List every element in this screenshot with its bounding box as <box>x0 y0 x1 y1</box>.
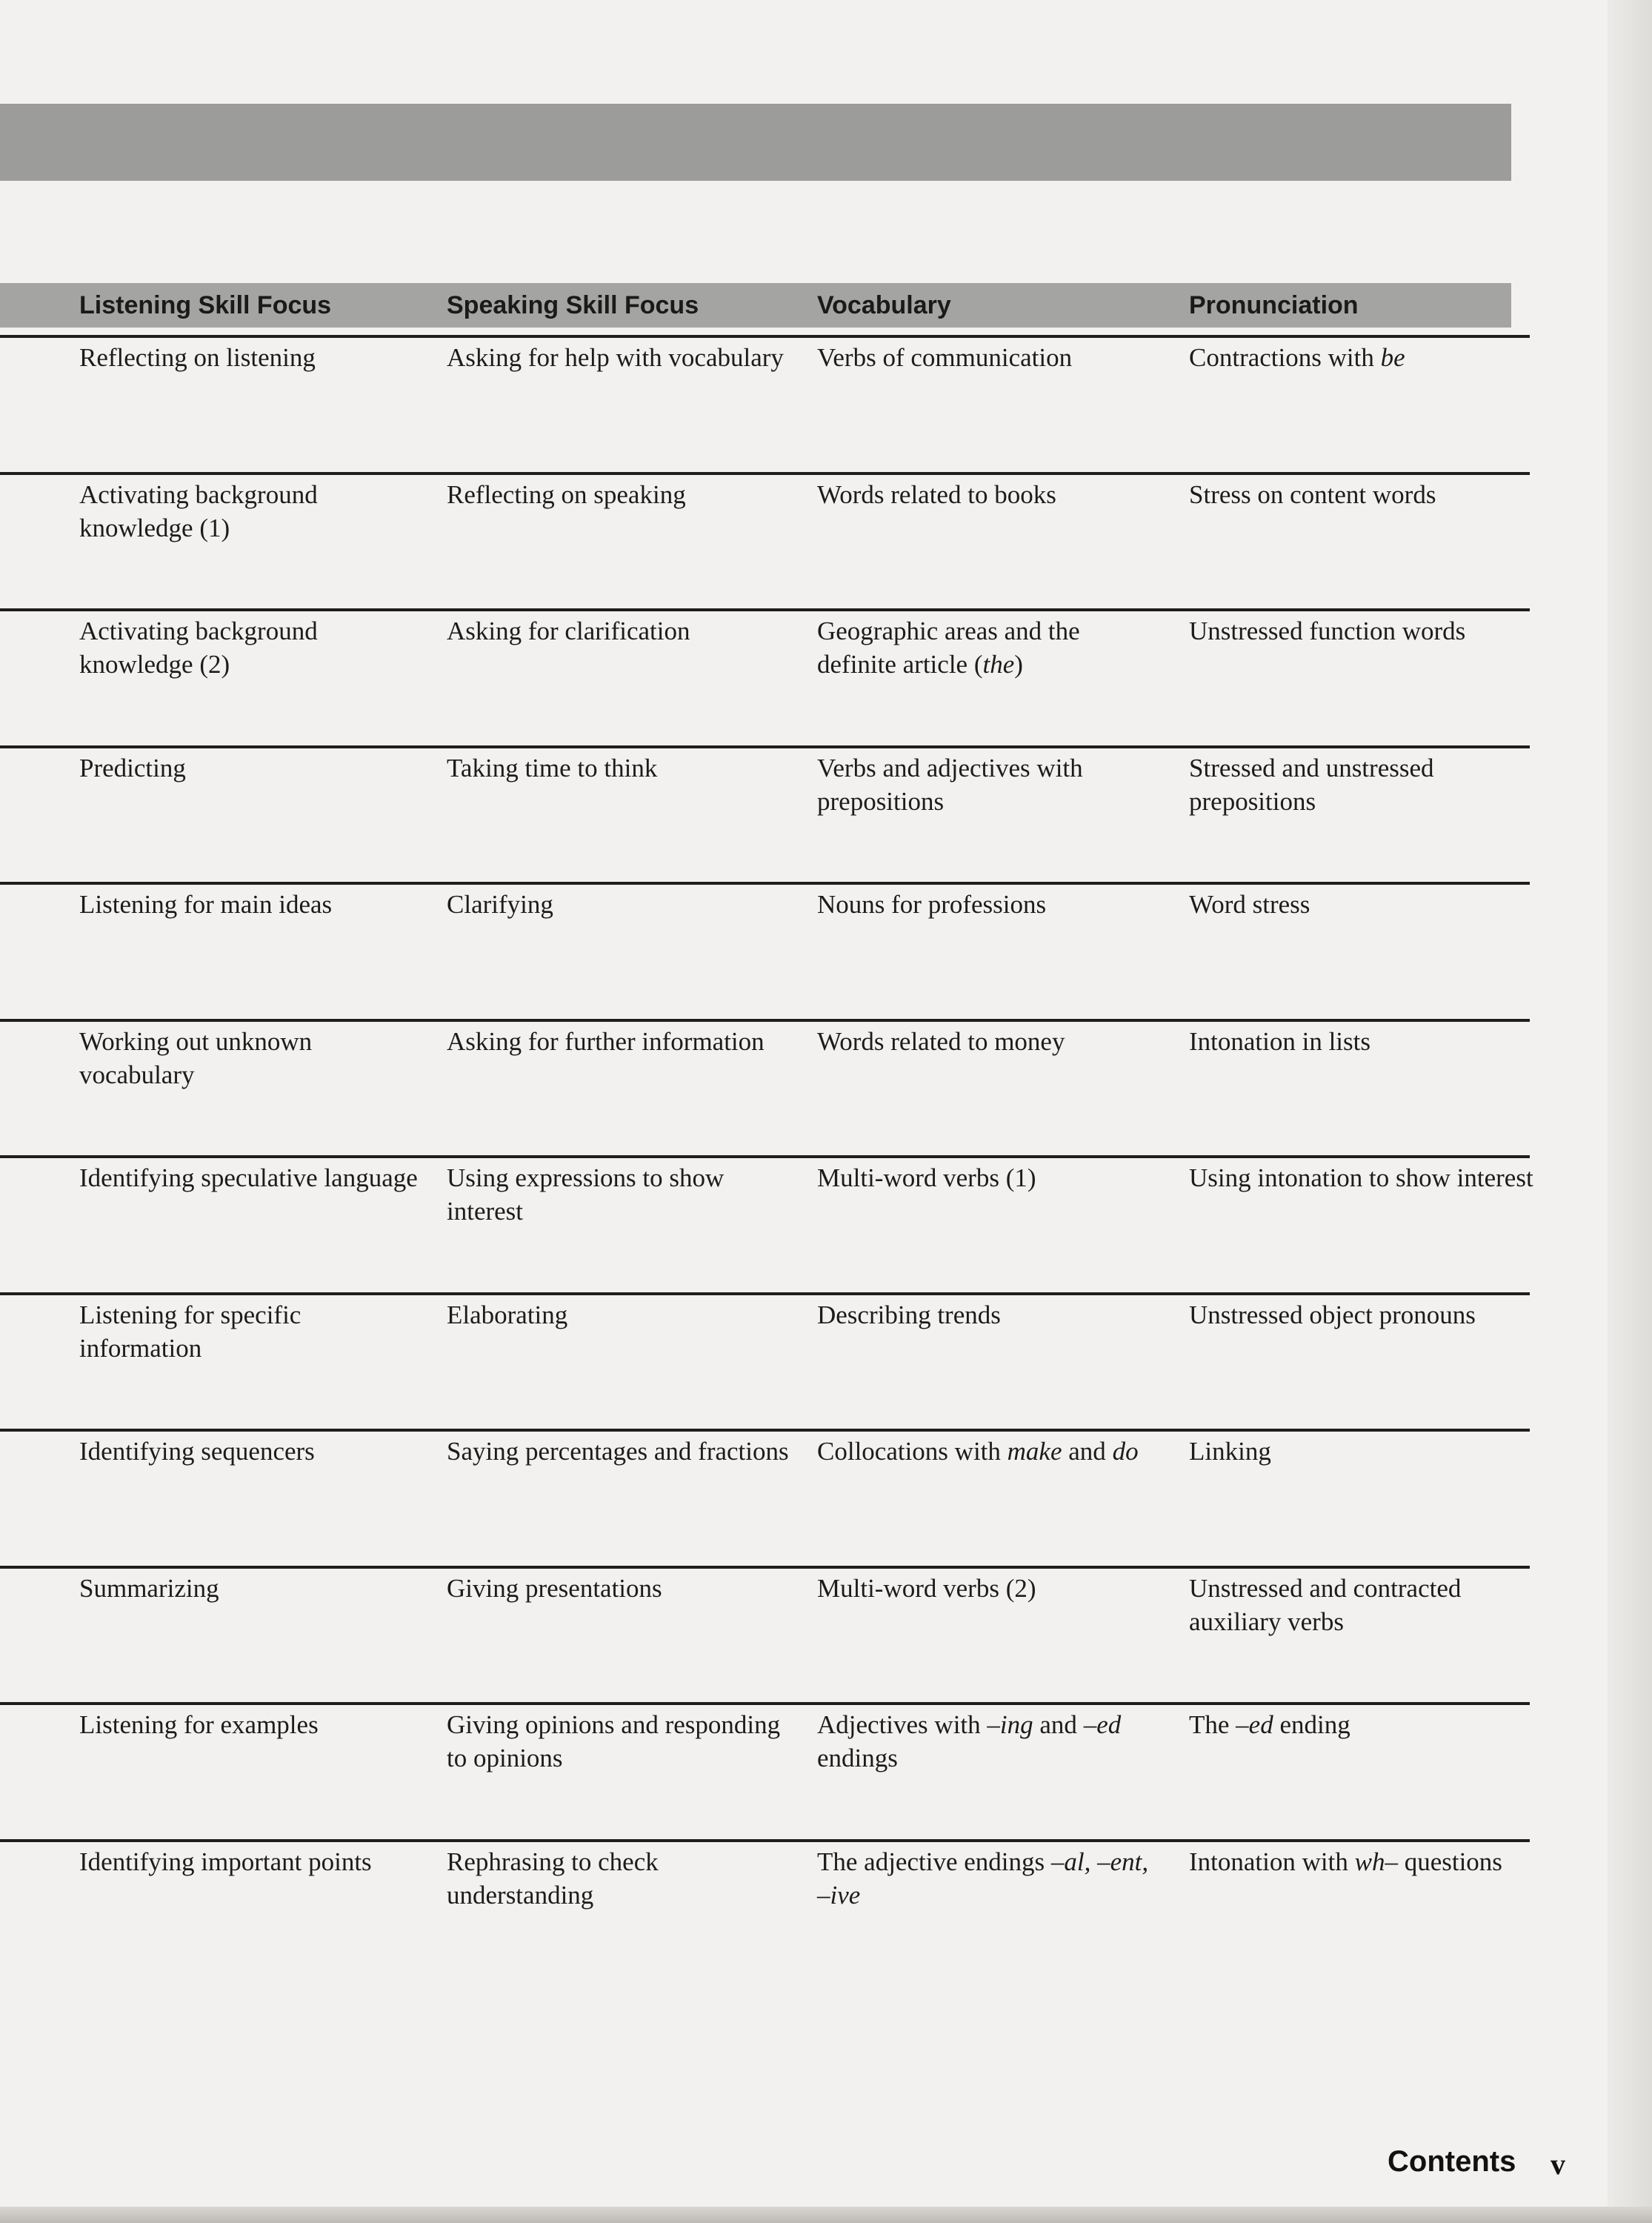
page-bottom-edge <box>0 2207 1652 2223</box>
cell-vocabulary: Collocations with make and do <box>817 1437 1139 1466</box>
cell-speaking-skill: Asking for further information <box>447 1027 765 1056</box>
cell-vocabulary: Verbs and adjectives with prepositions <box>817 754 1083 816</box>
cell-speaking-skill: Reflecting on speaking <box>447 480 686 509</box>
cell-pronunciation: Using intonation to show interest <box>1189 1163 1533 1192</box>
cell-vocabulary: Describing trends <box>817 1300 1001 1329</box>
cell-listening-skill: Working out unknown vocabulary <box>79 1027 313 1089</box>
cell-speaking-skill: Saying percentages and fractions <box>447 1437 789 1466</box>
cell-listening-skill: Identifying speculative language <box>79 1163 418 1192</box>
cell-pronunciation: Stress on content words <box>1189 480 1436 509</box>
cell-listening-skill: Listening for specific information <box>79 1300 302 1363</box>
cell-pronunciation: The –ed ending <box>1189 1710 1350 1739</box>
row-separator <box>0 1292 1530 1295</box>
header-vocabulary: Vocabulary <box>817 291 951 319</box>
cell-pronunciation: Unstressed object pronouns <box>1189 1300 1476 1329</box>
cell-speaking-skill: Asking for help with vocabulary <box>447 343 784 372</box>
row-separator <box>0 1839 1530 1842</box>
cell-vocabulary: Words related to books <box>817 480 1056 509</box>
row-separator <box>0 335 1530 338</box>
cell-vocabulary: Words related to money <box>817 1027 1065 1056</box>
cell-pronunciation: Linking <box>1189 1437 1271 1466</box>
cell-pronunciation: Intonation in lists <box>1189 1027 1370 1056</box>
cell-listening-skill: Activating background knowledge (2) <box>79 617 318 679</box>
cell-listening-skill: Identifying sequencers <box>79 1437 315 1466</box>
header-speaking-skill-focus: Speaking Skill Focus <box>447 291 699 319</box>
row-separator <box>0 608 1530 611</box>
cell-speaking-skill: Elaborating <box>447 1300 568 1329</box>
page-number: v <box>1551 2147 1565 2181</box>
cell-pronunciation: Unstressed and contracted auxiliary verbs <box>1189 1574 1462 1636</box>
cell-listening-skill: Predicting <box>79 754 186 782</box>
row-separator <box>0 472 1530 475</box>
cell-vocabulary: The adjective endings –al, –ent, –ive <box>817 1847 1149 1910</box>
row-separator <box>0 1566 1530 1569</box>
cell-pronunciation: Intonation with wh– questions <box>1189 1847 1502 1876</box>
cell-listening-skill: Identifying important points <box>79 1847 372 1876</box>
cell-listening-skill: Summarizing <box>79 1574 219 1603</box>
cell-pronunciation: Contractions with be <box>1189 343 1405 372</box>
cell-vocabulary: Multi-word verbs (1) <box>817 1163 1036 1192</box>
row-separator <box>0 1429 1530 1432</box>
cell-vocabulary: Multi-word verbs (2) <box>817 1574 1036 1603</box>
page-edge <box>1608 0 1652 2223</box>
footer-contents-label: Contents <box>1388 2145 1516 2178</box>
row-separator <box>0 745 1530 748</box>
cell-listening-skill: Listening for main ideas <box>79 890 333 919</box>
cell-speaking-skill: Using expressions to show interest <box>447 1163 725 1226</box>
cell-listening-skill: Reflecting on listening <box>79 343 316 372</box>
cell-speaking-skill: Taking time to think <box>447 754 658 782</box>
header-pronunciation: Pronunciation <box>1189 291 1359 319</box>
cell-speaking-skill: Rephrasing to check understanding <box>447 1847 659 1910</box>
cell-vocabulary: Adjectives with –ing and –ed endings <box>817 1710 1122 1772</box>
cell-speaking-skill: Clarifying <box>447 890 553 919</box>
row-separator <box>0 882 1530 885</box>
cell-listening-skill: Listening for examples <box>79 1710 319 1739</box>
table-header <box>0 283 1511 328</box>
cell-pronunciation: Word stress <box>1189 890 1310 919</box>
cell-listening-skill: Activating background knowledge (1) <box>79 480 318 542</box>
header-listening-skill-focus: Listening Skill Focus <box>79 291 332 319</box>
cell-pronunciation: Stressed and unstressed prepositions <box>1189 754 1434 816</box>
cell-vocabulary: Nouns for professions <box>817 890 1047 919</box>
cell-vocabulary: Geographic areas and the definite article (the) <box>817 617 1080 679</box>
cell-speaking-skill: Giving opinions and responding to opinions <box>447 1710 781 1772</box>
cell-pronunciation: Unstressed function words <box>1189 617 1466 645</box>
row-separator <box>0 1155 1530 1158</box>
cell-vocabulary: Verbs of communication <box>817 343 1073 372</box>
row-separator <box>0 1702 1530 1705</box>
section-banner <box>0 104 1511 181</box>
cell-speaking-skill: Asking for clarification <box>447 617 690 645</box>
cell-speaking-skill: Giving presentations <box>447 1574 662 1603</box>
row-separator <box>0 1019 1530 1022</box>
